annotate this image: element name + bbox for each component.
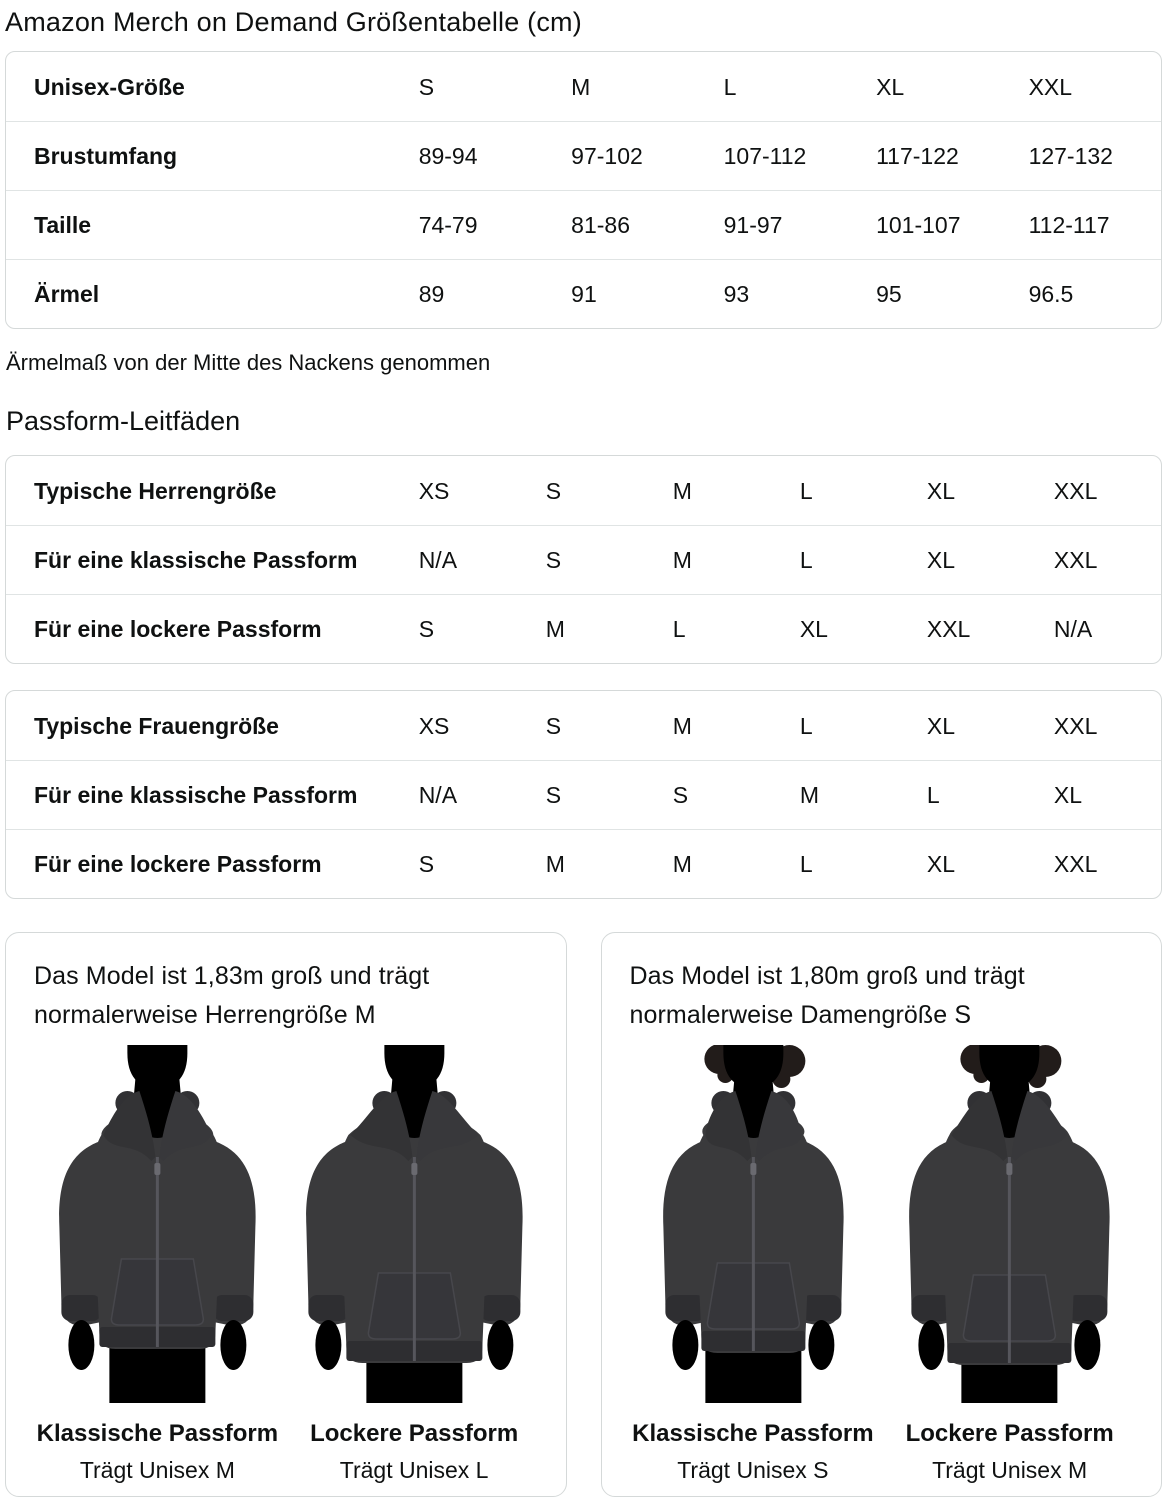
table-row: [6, 691, 1161, 760]
row-label: Typische Herrengröße: [34, 477, 277, 504]
value-cell: 107-112: [723, 143, 807, 169]
value-cell: M: [672, 547, 692, 573]
value-cell: L: [799, 477, 813, 504]
model-photo-illustration: [289, 1045, 540, 1403]
row-label: Ärmel: [34, 281, 100, 307]
model-figure-classic: [628, 1045, 879, 1484]
womens-fit-table: [5, 690, 1162, 899]
value-cell: M: [799, 782, 819, 808]
model-photo: [884, 1045, 1135, 1403]
sleeve-measure-note: Ärmelmaß von der Mitte des Nackens genommen: [6, 350, 491, 375]
value-cell: 89-94: [418, 143, 478, 169]
table-row: [6, 259, 1161, 328]
value-cell: XXL: [1053, 547, 1098, 573]
value-cell: 117-122: [876, 143, 959, 169]
model-card: [601, 932, 1163, 1497]
value-cell: XXL: [926, 616, 971, 642]
value-cell: XS: [418, 712, 450, 739]
row-label: Für eine klassische Passform: [34, 547, 358, 573]
size-caption: Trägt Unisex M: [79, 1457, 235, 1483]
model-photo-illustration: [628, 1045, 879, 1403]
table-header-row: [6, 52, 1161, 121]
figures-row: [628, 1045, 1136, 1484]
model-description: Das Model ist 1,83m groß und trägt normalerweise Herrengröße M: [34, 962, 430, 1029]
value-cell: M: [545, 851, 565, 877]
row-label: Für eine lockere Passform: [34, 851, 322, 877]
figures-row: [32, 1045, 540, 1484]
value-cell: S: [672, 782, 689, 808]
value-cell: S: [545, 547, 562, 573]
fit-caption: Klassische Passform: [632, 1420, 874, 1447]
value-cell: N/A: [418, 782, 458, 808]
value-cell: L: [799, 851, 813, 877]
fit-guides-heading: Passform-Leitfäden: [6, 406, 241, 436]
mens-fit-table: [5, 455, 1162, 664]
value-cell: XL: [926, 477, 956, 504]
value-cell: XXL: [1053, 851, 1098, 877]
table-row: [6, 829, 1161, 898]
value-cell: XL: [799, 616, 828, 642]
fit-caption: Lockere Passform: [310, 1420, 519, 1447]
row-label: Für eine klassische Passform: [34, 782, 358, 808]
value-cell: L: [672, 616, 686, 642]
value-cell: 93: [723, 281, 750, 307]
row-label: Brustumfang: [34, 143, 178, 169]
value-cell: XXL: [1053, 712, 1098, 739]
page-title: Amazon Merch on Demand Größentabelle (cm): [5, 7, 582, 37]
model-figure-loose: [289, 1045, 540, 1484]
value-cell: XL: [926, 851, 956, 877]
value-cell: L: [799, 712, 813, 739]
value-cell: XL: [926, 712, 956, 739]
value-cell: L: [926, 782, 940, 808]
fit-caption: Klassische Passform: [36, 1420, 279, 1447]
value-cell: XS: [418, 477, 450, 504]
model-photo-illustration: [32, 1045, 283, 1403]
row-label: Taille: [34, 212, 92, 238]
value-cell: 91: [571, 281, 597, 307]
value-cell: 91-97: [723, 212, 783, 238]
value-cell: 96.5: [1028, 281, 1074, 307]
model-card: [5, 932, 567, 1497]
value-cell: 112-117: [1028, 212, 1110, 238]
value-cell: XL: [1053, 782, 1083, 808]
value-cell: XXL: [1053, 477, 1098, 504]
size-column-header: S: [418, 73, 435, 100]
value-cell: 81-86: [571, 212, 630, 238]
row-label: Für eine lockere Passform: [34, 616, 322, 642]
value-cell: L: [799, 547, 813, 573]
value-cell: M: [545, 616, 565, 642]
value-cell: 74-79: [418, 212, 478, 238]
value-cell: S: [418, 851, 435, 877]
value-cell: 97-102: [571, 143, 643, 169]
table-row: [6, 456, 1161, 525]
value-cell: XL: [926, 547, 956, 573]
model-photo: [32, 1045, 283, 1403]
model-cards: [5, 932, 1162, 1497]
model-figure-loose: [884, 1045, 1135, 1484]
value-cell: N/A: [418, 547, 458, 573]
unisex-size-table: [5, 51, 1162, 329]
value-cell: S: [418, 616, 435, 642]
table-row: [6, 190, 1161, 259]
model-photo: [628, 1045, 879, 1403]
table-row: [6, 525, 1161, 594]
value-cell: N/A: [1053, 616, 1093, 642]
value-cell: 101-107: [876, 212, 961, 238]
model-photo: [289, 1045, 540, 1403]
value-cell: S: [545, 782, 562, 808]
value-cell: S: [545, 712, 562, 739]
value-cell: 127-132: [1028, 143, 1113, 169]
row-label: Unisex-Größe: [34, 73, 185, 100]
value-cell: M: [672, 712, 692, 739]
size-column-header: XXL: [1028, 73, 1073, 100]
size-caption: Trägt Unisex S: [677, 1457, 829, 1483]
table-row: [6, 594, 1161, 663]
size-column-header: XL: [876, 73, 905, 100]
model-photo-illustration: [884, 1045, 1135, 1403]
size-column-header: M: [571, 73, 591, 100]
size-caption: Trägt Unisex L: [339, 1457, 489, 1483]
table-row: [6, 760, 1161, 829]
model-description: Das Model ist 1,80m groß und trägt normalerweise Damengröße S: [629, 962, 1025, 1029]
value-cell: 89: [418, 281, 445, 307]
table-row: [6, 121, 1161, 190]
fit-caption: Lockere Passform: [905, 1420, 1114, 1447]
value-cell: M: [672, 851, 692, 877]
value-cell: M: [672, 477, 692, 504]
value-cell: 95: [876, 281, 902, 307]
size-column-header: L: [723, 73, 737, 100]
model-figure-classic: [32, 1045, 283, 1484]
size-caption: Trägt Unisex M: [932, 1457, 1088, 1483]
row-label: Typische Frauengröße: [34, 712, 279, 739]
value-cell: S: [545, 477, 562, 504]
